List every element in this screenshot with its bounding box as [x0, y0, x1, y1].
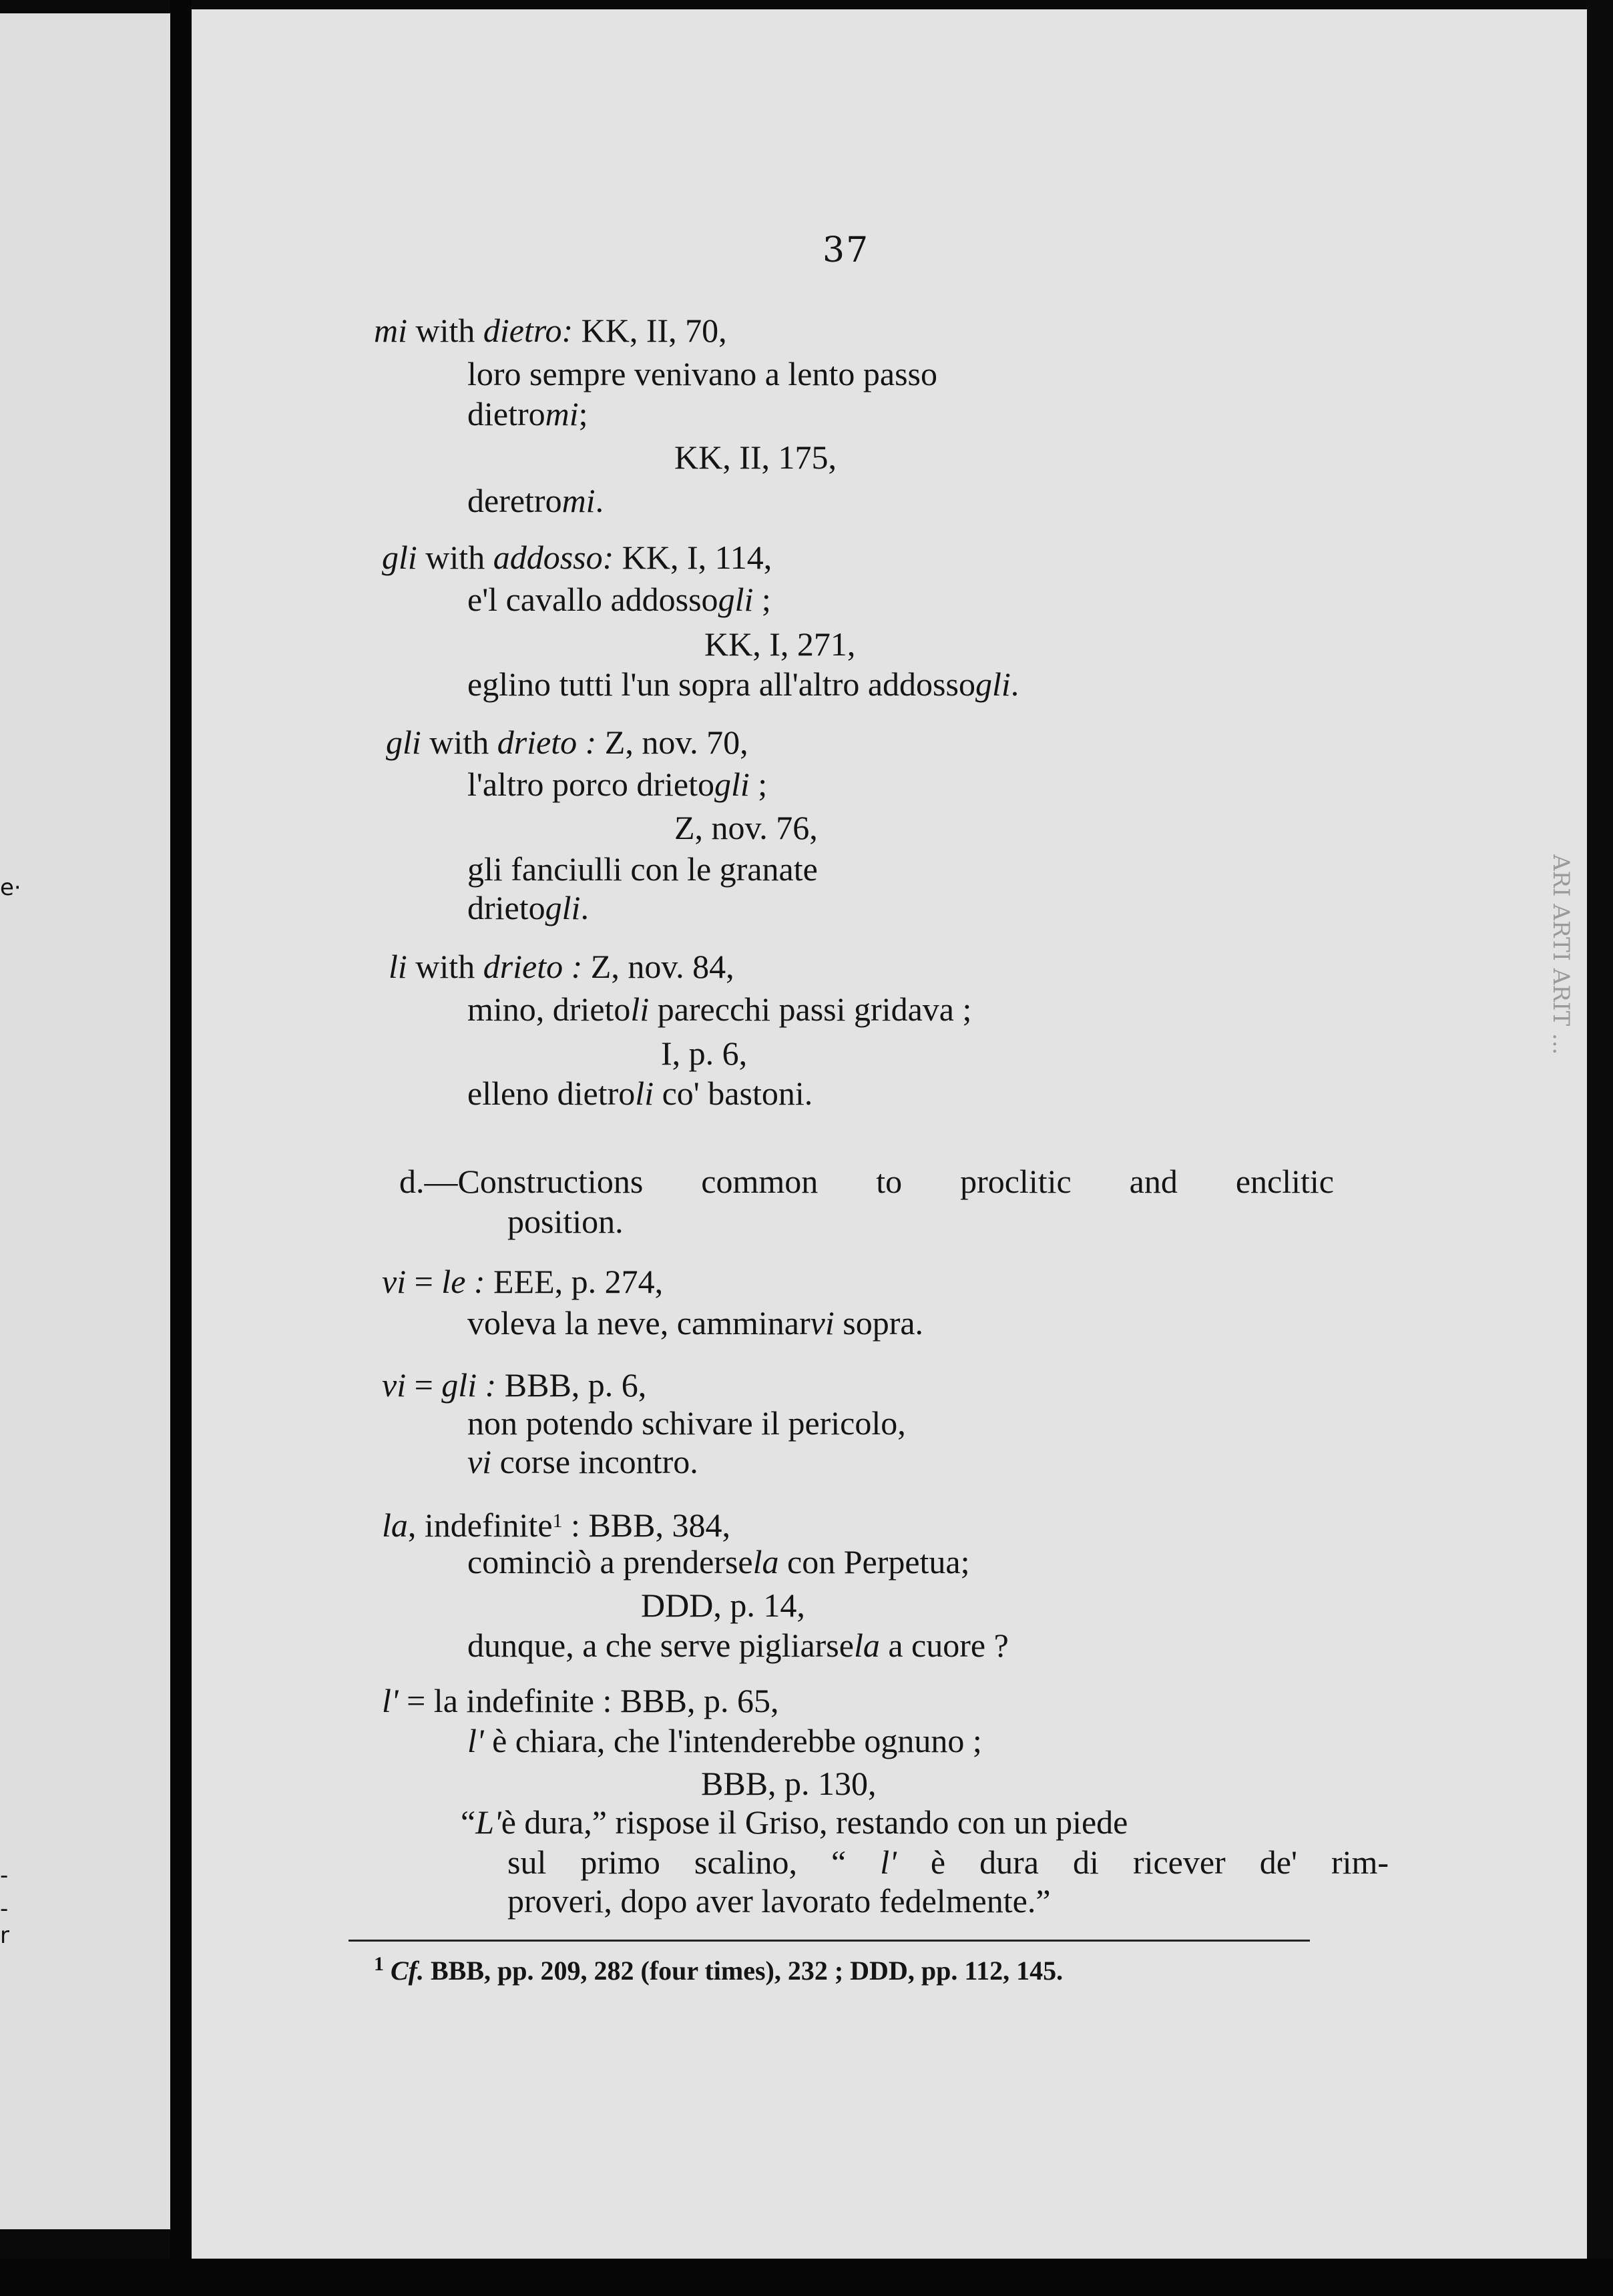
margin-mark: r [0, 1922, 9, 1949]
entry-heading: gli with addosso: KK, I, 114, [382, 539, 772, 576]
right-edge [1587, 0, 1613, 2296]
citation-line: “L'è dura,” rispose il Griso, restando con un piede [461, 1803, 1128, 1841]
citation-line: dunque, a che serve pigliarsela a cuore ? [467, 1627, 1009, 1664]
citation-line: cominciò a prendersela con Perpetua; [467, 1543, 970, 1581]
citation-line: dietromi; [467, 395, 588, 433]
entry-heading: vi = le : EEE, p. 274, [382, 1263, 664, 1300]
footnote: $^1$ Cf. BBB, pp. 209, 282 (four times), 232 ; DDD, pp. 112, 145. [374, 1953, 1064, 1986]
footnote-rule [349, 1940, 1310, 1942]
citation-line: voleva la neve, camminarvi sopra. [467, 1304, 924, 1342]
entry-heading: l' = la indefinite : BBB, p. 65, [382, 1682, 779, 1719]
citation-line: non potendo schivare il pericolo, [467, 1404, 906, 1442]
citation-line: sul primo scalino, “ l' è dura di ricever de' rim- [507, 1843, 1389, 1881]
entry-heading: vi = gli : BBB, p. 6, [382, 1366, 647, 1404]
bleed-through-text: ARI ARTI ARIT ... [1548, 854, 1574, 1055]
reference: BBB, p. 130, [701, 1765, 877, 1802]
section-heading: d.—Constructions common to proclitic and enclitic [399, 1163, 1334, 1200]
citation-line: mino, drietoli parecchi passi gridava ; [467, 990, 972, 1028]
citation-line: loro sempre venivano a lento passo [467, 355, 937, 392]
margin-mark: e· [0, 874, 21, 901]
left-page-edge [0, 13, 170, 2229]
reference: I, p. 6, [661, 1035, 748, 1072]
citation-line: eglino tutti l'un sopra all'altro addossogli. [467, 665, 1019, 703]
margin-mark: - [0, 1862, 9, 1889]
bottom-edge [0, 2259, 1613, 2296]
entry-heading: la, indefinite$^1$ : BBB, 384, [382, 1506, 730, 1544]
margin-mark: - [0, 1896, 9, 1922]
reference: Z, nov. 76, [674, 809, 818, 846]
reference: DDD, p. 14, [641, 1587, 805, 1624]
entry-heading: gli with drieto : Z, nov. 70, [386, 724, 748, 761]
reference: KK, II, 175, [674, 439, 837, 476]
citation-line: gli fanciulli con le granate [467, 850, 818, 888]
gutter [170, 0, 192, 2296]
citation-line: proveri, dopo aver lavorato fedelmente.” [507, 1882, 1051, 1920]
citation-line: vi corse incontro. [467, 1443, 698, 1480]
entry-heading: mi with dietro: KK, II, 70, [374, 312, 727, 349]
section-heading-cont: position. [507, 1203, 624, 1240]
citation-line: deretromi. [467, 482, 604, 519]
citation-line: l'altro porco drietogli ; [467, 766, 768, 803]
citation-line: l' è chiara, che l'intenderebbe ognuno ; [467, 1722, 982, 1759]
page-number: 37 [823, 230, 870, 270]
citation-line: e'l cavallo addossogli ; [467, 581, 771, 618]
footnote-ref: 1 [552, 1510, 563, 1532]
citation-line: drietogli. [467, 889, 589, 926]
reference: KK, I, 271, [704, 625, 856, 663]
entry-heading: li with drieto : Z, nov. 84, [389, 948, 734, 985]
citation-line: elleno dietroli co' bastoni. [467, 1075, 813, 1112]
